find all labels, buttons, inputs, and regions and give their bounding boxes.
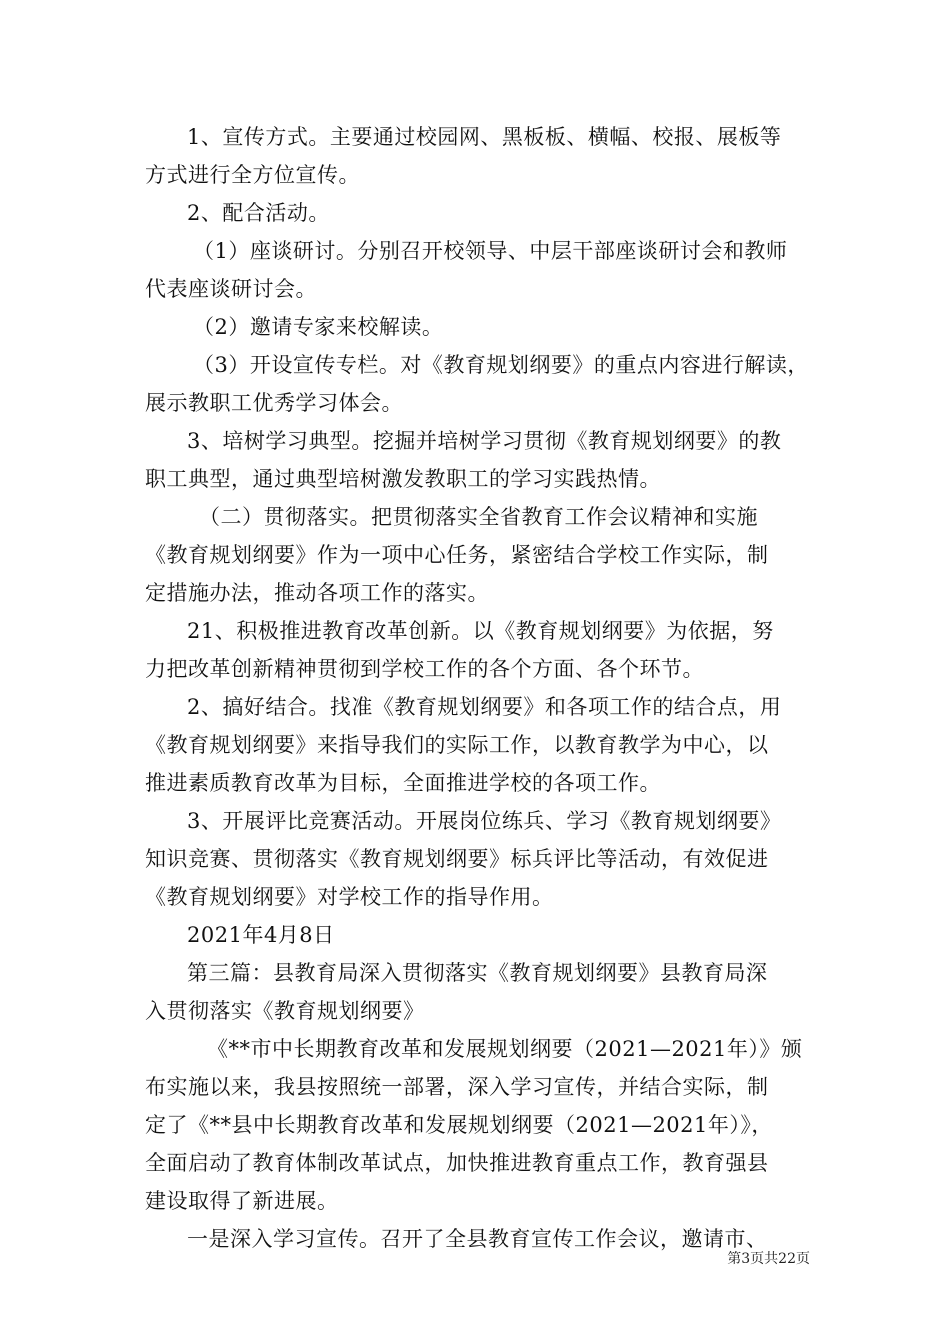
- paragraph-line: 方式进行全方位宣传。: [145, 163, 360, 187]
- paragraph-line: 建设取得了新进展。: [145, 1189, 339, 1213]
- paragraph-line: 3、培树学习典型。挖掘并培树学习贯彻《教育规划纲要》的教: [187, 429, 782, 453]
- section-heading: 第三篇：县教育局深入贯彻落实《教育规划纲要》县教育局深: [187, 961, 768, 985]
- paragraph-line: 全面启动了教育体制改革试点，加快推进教育重点工作，教育强县: [145, 1151, 769, 1175]
- paragraph-line: 《**市中长期教育改革和发展规划纲要（2021—2021年）》颁: [207, 1037, 803, 1061]
- paragraph-line: （3）开设宣传专栏。对《教育规划纲要》的重点内容进行解读，: [193, 353, 809, 377]
- paragraph-line: 3、开展评比竞赛活动。开展岗位练兵、学习《教育规划纲要》: [187, 809, 782, 833]
- paragraph-line: 推进素质教育改革为目标，全面推进学校的各项工作。: [145, 771, 661, 795]
- section-heading: 入贯彻落实《教育规划纲要》: [145, 999, 425, 1023]
- paragraph-line: 布实施以来，我县按照统一部署，深入学习宣传，并结合实际，制: [145, 1075, 769, 1099]
- paragraph-line: 《教育规划纲要》作为一项中心任务，紧密结合学校工作实际，制: [145, 543, 769, 567]
- paragraph-line: 《教育规划纲要》来指导我们的实际工作，以教育教学为中心，以: [145, 733, 769, 757]
- paragraph-line: 《教育规划纲要》对学校工作的指导作用。: [145, 885, 554, 909]
- paragraph-line: 21、积极推进教育改革创新。以《教育规划纲要》为依据，努: [187, 619, 774, 643]
- paragraph-line: 代表座谈研讨会。: [145, 277, 317, 301]
- paragraph-line: 2、配合活动。: [187, 201, 330, 225]
- paragraph-line: （二）贯彻落实。把贯彻落实全省教育工作会议精神和实施: [199, 505, 758, 529]
- paragraph-line: 定措施办法，推动各项工作的落实。: [145, 581, 489, 605]
- paragraph-line: 展示教职工优秀学习体会。: [145, 391, 403, 415]
- paragraph-line: 定了《**县中长期教育改革和发展规划纲要（2021—2021年）》，: [145, 1113, 773, 1137]
- paragraph-line: 知识竞赛、贯彻落实《教育规划纲要》标兵评比等活动，有效促进: [145, 847, 769, 871]
- document-body: [145, 118, 810, 1258]
- paragraph-line: 一是深入学习宣传。召开了全县教育宣传工作会议，邀请市、: [187, 1227, 768, 1251]
- page-number: 第3页共22页: [727, 1251, 810, 1267]
- paragraph-line: （2）邀请专家来校解读。: [193, 315, 444, 339]
- date-line: 2021年4月8日: [187, 923, 335, 947]
- paragraph-line: （1）座谈研讨。分别召开校领导、中层干部座谈研讨会和教师: [193, 239, 788, 263]
- paragraph-line: 职工典型，通过典型培树激发教职工的学习实践热情。: [145, 467, 661, 491]
- paragraph-line: 力把改革创新精神贯彻到学校工作的各个方面、各个环节。: [145, 657, 704, 681]
- paragraph-line: 1、宣传方式。主要通过校园网、黑板板、横幅、校报、展板等: [187, 125, 782, 149]
- paragraph-line: 2、搞好结合。找准《教育规划纲要》和各项工作的结合点，用: [187, 695, 782, 719]
